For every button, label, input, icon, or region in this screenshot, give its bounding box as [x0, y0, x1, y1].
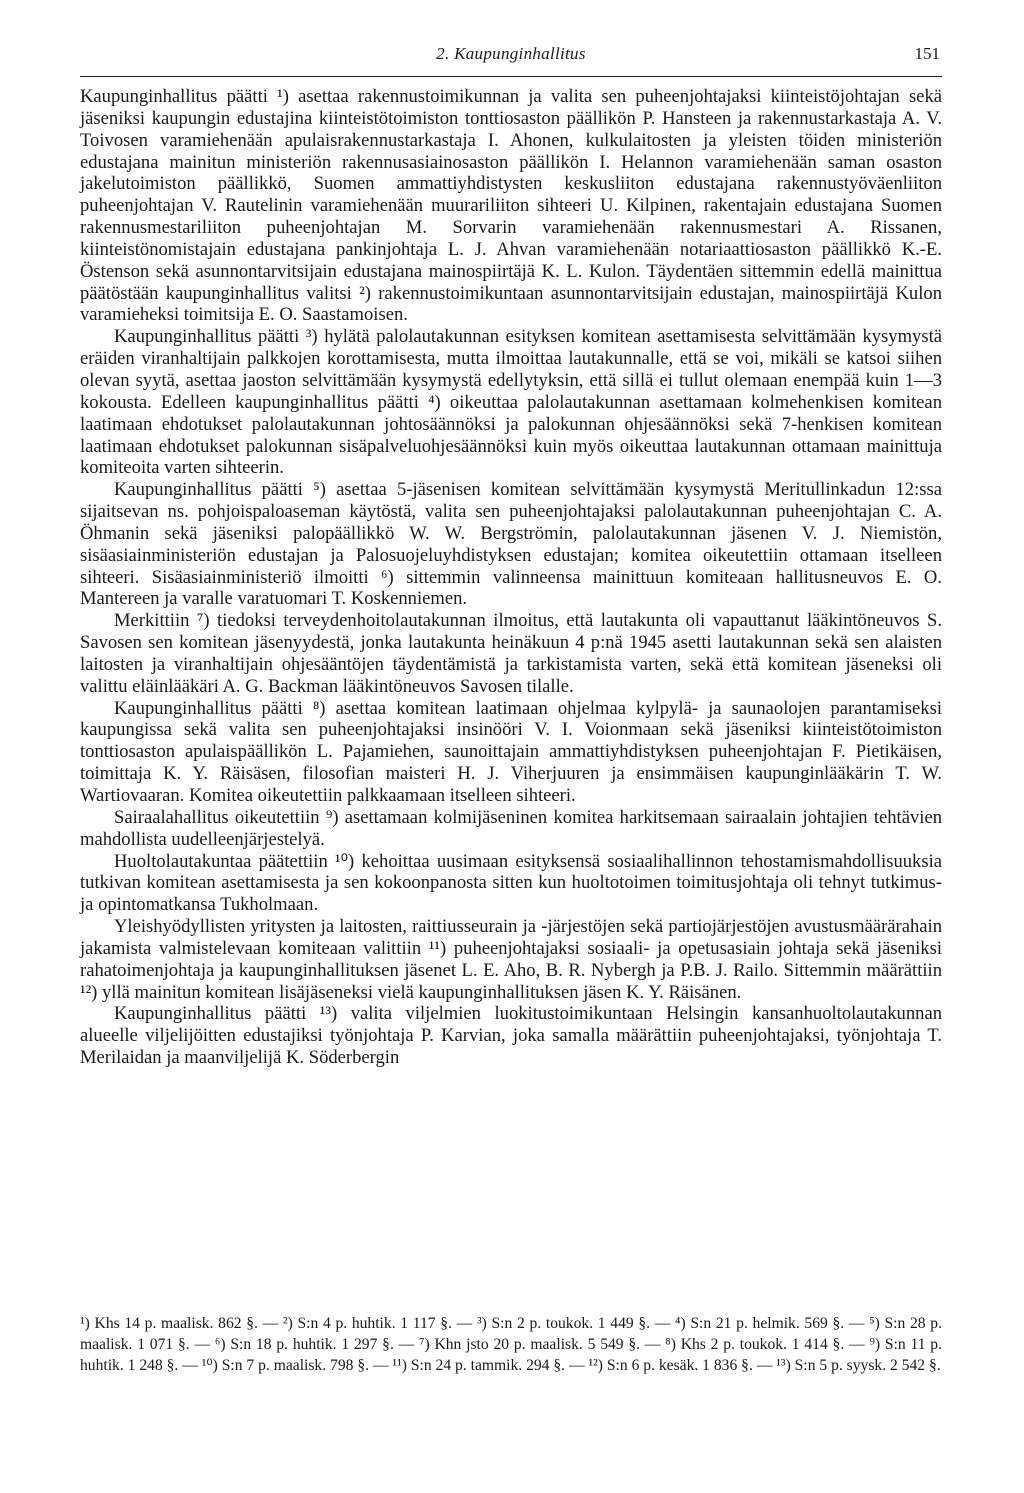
paragraph: Merkittiin ⁷) tiedoksi terveydenhoitolautakunnan ilmoitus, että lautakunta oli vapauttanut lääkintöneuvos S. Savosen sen komitean jäsenyydestä, jonka lautakunta heinäkuun 4 p:nä 1945 asetti lautakunnan sekä sen alaisten laitosten ja viranhaltijain ohjesääntöjen täydentämistä ja tarkistamista varten, sekä että komitean jäseneksi oli valittu eläinlääkäri A. G. Backman lääkintöneuvos Savosen tilalle. [80, 610, 942, 697]
paragraph: Kaupunginhallitus päätti ³) hylätä palolautakunnan esityksen komitean asettamisesta selvittämään kysymystä eräiden viranhaltijain palkkojen korottamisesta, mutta ilmoittaa lautakunnalle, että se voi, mikäli se katsoi siihen olevan syytä, asettaa jaoston selvittämään kysymystä edellytyksin, että sillä ei tullut olemaan enempää kuin 1—3 kokousta. Edelleen kaupunginhallitus päätti ⁴) oikeuttaa palolautakunnan asettamaan kolmehenkisen komitean laatimaan ehdotukset palolautakunnan johtosäännöksi ja palokunnan ohjesäännöksi sekä 7-henkisen komitean laatimaan ehdotukset palokunnan sisäpalveluohjesäännöksi kuin myös oikeuttaa lautakunnan ottamaan mainittuja komiteoita varten sihteerin. [80, 326, 942, 479]
paragraph: Kaupunginhallitus päätti ¹) asettaa rakennustoimikunnan ja valita sen puheenjohtajaksi kiinteistöjohtajan sekä jäseniksi kaupungin edustajina kiinteistötoimiston tonttiosaston päällikön P. Hansteen ja rakennustarkastaja A. V. Toivosen varamiehenään apulaisrakennustarkastaja I. Ahonen, kulkulaitosten ja yleisten töiden ministeriön edustajana mainitun ministeriön rakennusasiainosaston päällikön I. Helannon varamiehenään saman osaston jakelutoimiston päällikkö, Suomen ammattiyhdistysten keskusliiton edustajana rakennustyöväenliiton puheenjohtajan V. Rautelinin varamiehenään muurariliiton sihteeri U. Kilpinen, rakentajain edustajana Suomen rakennusmestariliiton puheenjohtajan M. Sorvarin varamiehenään rakennusmestari A. Rissanen, kiinteistönomistajain edustajana pankinjohtaja L. J. Ahvan varamiehenään notariaattiosaston päällikkö K.-E. Östenson sekä asunnontarvitsijain edustajana mainospiirtäjä K. L. Kulon. Täydentäen sittemmin edellä mainittua päätöstään kaupunginhallitus valitsi ²) rakennustoimikuntaan asunnontarvitsijain edustajan, mainospiirtäjä Kulon varamieheksi toimitsija E. O. Saastamoisen. [80, 86, 942, 326]
footnote-text: ¹) Khs 14 p. maalisk. 862 §. — ²) S:n 4 p. huhtik. 1 117 §. — ³) S:n 2 p. toukok. 1 449 §. — ⁴) S:n 21 p. helmik. 569 §. — ⁵) S:n 28 p. maalisk. 1 071 §. — ⁶) S:n 18 p. huhtik. 1 297 §. — ⁷) Khn jsto 20 p. maalisk. 5 549 §. — ⁸) Khs 2 p. toukok. 1 414 §. — ⁹) S:n 11 p. huhtik. 1 248 §. — ¹⁰) S:n 7 p. maalisk. 798 §. — ¹¹) S:n 24 p. tammik. 294 §. — ¹²) S:n 6 p. kesäk. 1 836 §. — ¹³) S:n 5 p. syysk. 2 542 §. [80, 1315, 942, 1374]
running-head: 2. Kaupunginhallitus [436, 44, 586, 63]
paragraph: Huoltolautakuntaa päätettiin ¹⁰) kehoittaa uusimaan esityksensä sosiaalihallinnon tehostamismahdollisuuksia tutkivan komitean asettamisesta ja sen kokoonpanosta sitten kun huoltotoimen toimitusjohtaja oli tehnyt tutkimus- ja opintomatkansa Tukholmaan. [80, 850, 942, 916]
paragraph: Kaupunginhallitus päätti ⁵) asettaa 5-jäsenisen komitean selvittämään kysymystä Meritullinkadun 12:ssa sijaitsevan ns. pohjoispaloaseman käytöstä, valita sen puheenjohtajaksi palolautakunnan puheenjohtajan C. A. Öhmanin sekä jäseniksi palopäällikkö W. W. Bergströmin, palolautakunnan jäsenen V. J. Niemistön, sisäasiainministeriön edustajan ja Palosuojeluyhdistyksen edustajan; komitea oikeutettiin ottamaan itselleen sihteeri. Sisäasiainministeriö ilmoitti ⁶) sittemmin valinneensa mainittuun komiteaan hallitusneuvos E. O. Mantereen ja varalle varatuomari T. Koskenniemen. [80, 479, 942, 610]
page-number: 151 [914, 44, 940, 63]
body-text [80, 86, 942, 1069]
paragraph: Kaupunginhallitus päätti ⁸) asettaa komitean laatimaan ohjelmaa kylpylä- ja saunaolojen parantamiseksi kaupungissa sekä valita sen puheenjohtajaksi insinööri V. I. Voionmaan sekä jäseniksi kiinteistötoimiston tonttiosaston apulaispäällikön L. Pajamiehen, saunoittajain ammattiyhdistyksen puheenjohtajan F. Pietikäisen, toimittaja K. Y. Räisäsen, filosofian maisteri H. J. Viherjuuren ja ensimmäisen kaupunginlääkärin T. W. Wartiovaaran. Komitea oikeutettiin palkkaamaan itselleen sihteeri. [80, 697, 942, 806]
footnotes [80, 1314, 942, 1376]
paragraph: Yleishyödyllisten yritysten ja laitosten, raittiusseurain ja -järjestöjen sekä partiojärjestöjen avustusmäärärahain jakamista valmistelevaan komiteaan valittiin ¹¹) puheenjohtajaksi sosiaali- ja opetusasiain johtaja sekä jäseniksi rahatoimenjohtaja ja kaupunginhallituksen jäsenet L. E. Aho, B. R. Nybergh ja P.B. J. Railo. Sittemmin määrättiin ¹²) yllä mainitun komitean lisäjäseneksi vielä kaupunginhallituksen jäsen K. Y. Räisänen. [80, 916, 942, 1003]
paragraph: Kaupunginhallitus päätti ¹³) valita viljelmien luokitustoimikuntaan Helsingin kansanhuoltolautakunnan alueelle viljelijöitten edustajiksi työnjohtaja P. Karvian, joka samalla määrättiin puheenjohtajaksi, työnjohtaja T. Merilaidan ja maanviljelijä K. Söderbergin [80, 1003, 942, 1069]
paragraph: Sairaalahallitus oikeutettiin ⁹) asettamaan kolmijäseninen komitea harkitsemaan sairaalain johtajien tehtävien mahdollista uudelleenjärjestelyä. [80, 806, 942, 850]
page-header [80, 40, 942, 77]
